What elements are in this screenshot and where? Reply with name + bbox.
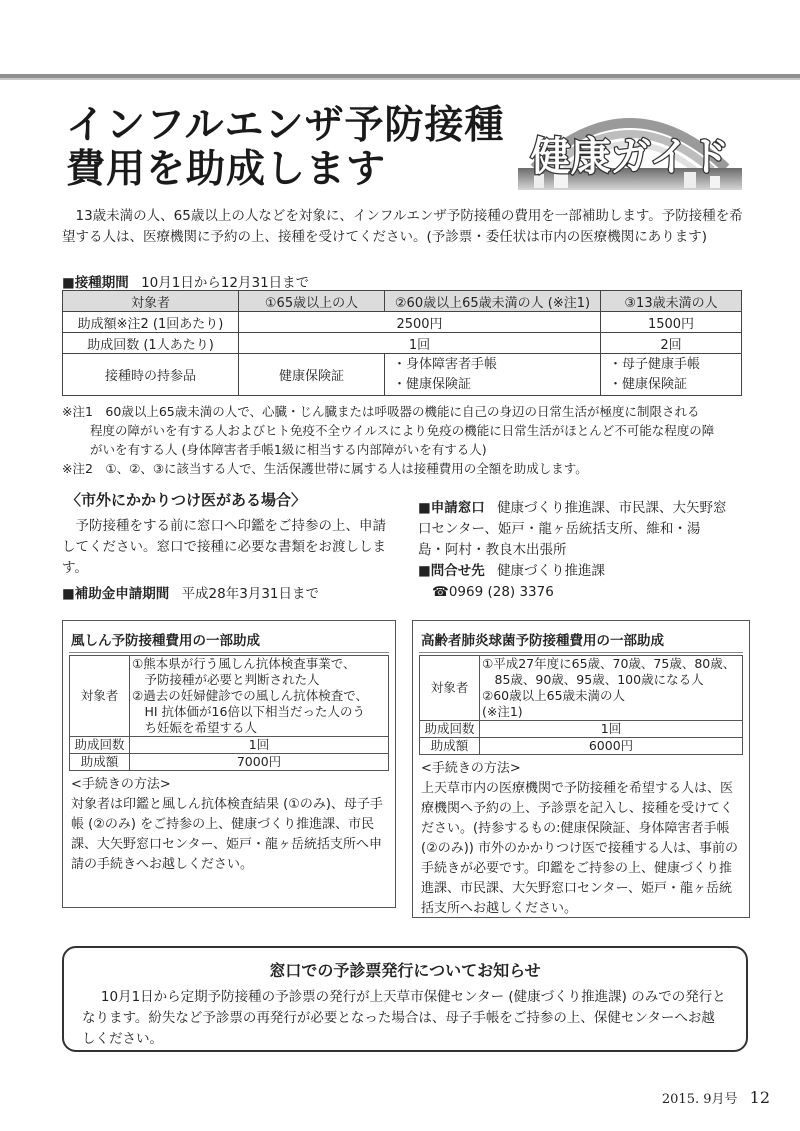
note-1-line-3: がいを有する人 (身体障害者手帳1級に相当する内部障がいを有する人) bbox=[90, 442, 487, 457]
row-amount-label: 助成額※注2 (1回あたり) bbox=[63, 312, 239, 333]
page-title bbox=[66, 104, 504, 192]
pneumo-title: 高齢者肺炎球菌予防接種費用の一部助成 bbox=[419, 621, 743, 653]
inquiry: ■問合せ先 健康づくり推進課 bbox=[418, 563, 606, 579]
notes bbox=[62, 402, 750, 478]
pneumo-procedure: <手続きの方法> 上天草市内の医療機関で予防接種を希望する人は、医療機関へ予約の上、予診票を記入し、接種を受けてください。(持参するもの:健康保険証、身体障害者手帳 (②のみ)) 市外のかかりつけ医で接種する人は、事前の手続きが必要です。印鑑をご持参の上、健康づくり推進課、市民課、大矢野窓口センター、姫戸・龍ヶ岳統括支所へお越しください。 bbox=[421, 761, 739, 916]
table-row bbox=[63, 312, 742, 333]
table-row bbox=[63, 354, 742, 396]
notice-text: 10月1日から定期予防接種の予診票の発行が上天草市保健センター (健康づくり推進課) のみでの発行となります。紛失など予診票の再発行が必要となった場合は、母子手帳をご持参の上、保健センターへお越しください。 bbox=[82, 989, 726, 1047]
rubella-table bbox=[69, 655, 389, 771]
table-row bbox=[70, 656, 389, 737]
health-guide-logo bbox=[514, 98, 746, 192]
table-header-row bbox=[63, 291, 742, 312]
page-number: 12 bbox=[749, 1088, 770, 1107]
note-1-line-2: 程度の障がいを有する人およびヒト免疫不全ウイルスにより免疫の機能に日常生活がほとんど不可能な程度の障 bbox=[90, 423, 715, 438]
page-footer bbox=[662, 1088, 770, 1107]
table-row: 助成額 6000円 bbox=[420, 738, 743, 755]
subsidy-table bbox=[62, 290, 742, 396]
row-amount-value: 2500円 bbox=[239, 312, 601, 333]
apply-line-3: 島・阿村・教良木出張所 bbox=[418, 542, 567, 558]
table-row: 助成回数 1回 bbox=[420, 721, 743, 738]
notice-title: 窓口での予診票発行についてお知らせ bbox=[269, 961, 541, 980]
title-line-2: 費用を助成します bbox=[66, 147, 387, 192]
pneumococcal-box bbox=[412, 620, 750, 918]
note-2: ※注2 ①、②、③に該当する人で、生活保護世帯に属する人は接種費用の全額を助成します。 bbox=[62, 461, 588, 476]
period-value: 10月1日から12月31日まで bbox=[141, 275, 310, 291]
contact-info bbox=[418, 498, 753, 603]
outside-heading: 〈市外にかかりつけ医がある場合〉 bbox=[66, 491, 307, 509]
rubella-target-label: 対象者 bbox=[70, 656, 130, 737]
table-row: 助成回数 1回 bbox=[70, 737, 389, 754]
th-col1: ①65歳以上の人 bbox=[239, 291, 385, 312]
vaccination-period bbox=[62, 271, 309, 291]
row-count-value: 1回 bbox=[239, 333, 601, 354]
table-row bbox=[420, 656, 743, 721]
note-1-line-1: ※注1 60歳以上65歳未満の人で、心臓・じん臓または呼吸器の機能に自己の身辺の日常生活が極度に制限される bbox=[62, 404, 700, 419]
row-items-col3: ・母子健康手帳 ・健康保険証 bbox=[601, 354, 742, 396]
phone-number: ☎0969 (28) 3376 bbox=[432, 584, 554, 600]
outside-text: 予防接種をする前に窓口へ印鑑をご持参の上、申請してください。窓口で接種に必要な書類をお渡しします。 bbox=[62, 518, 386, 576]
pneumo-target-value: ①平成27年度に65歳、70歳、75歳、80歳、 85歳、90歳、95歳、100歳になる人 ②60歳以上65歳未満の人 (※注1) bbox=[480, 656, 743, 721]
row-items-col2: ・身体障害者手帳 ・健康保険証 bbox=[385, 354, 601, 396]
apply-line-2: 口センター、姫戸・龍ヶ岳統括支所、維和・湯 bbox=[418, 521, 701, 537]
table-row: 助成額 7000円 bbox=[70, 754, 389, 771]
outside-period: ■補助金申請期間 平成28年3月31日まで bbox=[62, 586, 320, 602]
rubella-procedure: <手続きの方法> 対象者は印鑑と風しん抗体検査結果 (①のみ)、母子手帳 (②のみ) をご持参の上、健康づくり推進課、市民課、大矢野窓口センター、姫戸・龍ヶ岳統括支所へ申請の手続きへお越しください。 bbox=[71, 777, 383, 872]
row-count-label: 助成回数 (1人あたり) bbox=[63, 333, 239, 354]
th-col2: ②60歳以上65歳未満の人 (※注1) bbox=[385, 291, 601, 312]
rubella-title: 風しん予防接種費用の一部助成 bbox=[69, 621, 389, 653]
intro-text: 13歳未満の人、65歳以上の人などを対象に、インフルエンザ予防接種の費用を一部補助します。予防接種を希望する人は、医療機関に予約の上、接種を受けてください。(予診票・委任状は市内の医療機関にあります) bbox=[62, 208, 743, 245]
table-row bbox=[63, 333, 742, 354]
pneumo-target-label: 対象者 bbox=[420, 656, 480, 721]
row-items-col1: 健康保険証 bbox=[239, 354, 385, 396]
issue-label: 2015. 9月号 bbox=[661, 1092, 738, 1107]
notice-box bbox=[62, 946, 748, 1052]
apply-window: ■申請窓口 健康づくり推進課、市民課、大矢野窓 bbox=[418, 500, 727, 516]
row-items-label: 接種時の持参品 bbox=[63, 354, 239, 396]
top-rule bbox=[0, 74, 800, 80]
period-label: ■接種期間 bbox=[62, 275, 129, 291]
pneumo-table bbox=[419, 655, 743, 755]
rubella-box bbox=[62, 620, 396, 908]
th-target: 対象者 bbox=[63, 291, 239, 312]
row-count-value-3: 2回 bbox=[601, 333, 742, 354]
th-col3: ③13歳未満の人 bbox=[601, 291, 742, 312]
row-amount-value-3: 1500円 bbox=[601, 312, 742, 333]
logo-text: 健康ガイド bbox=[530, 134, 730, 180]
rubella-target-value: ①熊本県が行う風しん抗体検査事業で、 予防接種が必要と判断された人 ②過去の妊婦健診での風しん抗体検査で、 HI 抗体価が16倍以下相当だった人のう ち妊娠を希望する人 bbox=[130, 656, 389, 737]
title-line-1: インフルエンザ予防接種 bbox=[66, 103, 505, 148]
